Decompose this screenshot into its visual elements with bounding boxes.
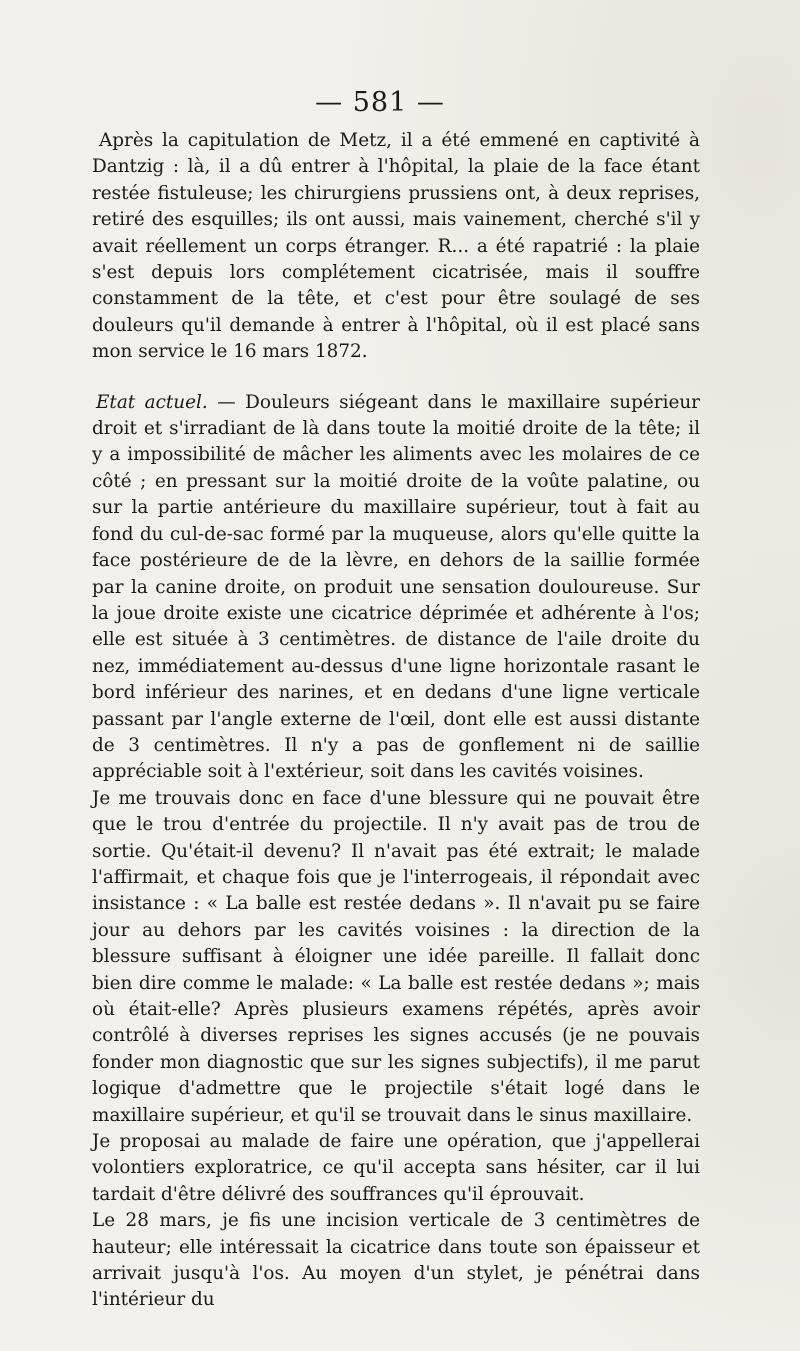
page-number: — 581 —	[315, 87, 445, 118]
paragraph-blessure: Je me trouvais donc en face d'une blessure qui ne pouvait être que le trou d'entrée du projectile. Il n'y avait pas de trou de sortie. Qu'était-il devenu? Il n'avait pas été extrait; le malade l'affirmait, et chaque fois que je l'interrogeais, il répondait avec insistance : « La balle est restée dedans ». Il n'avait pu se faire jour au dehors par les cavités voisines : la direction de la blessure suffisant à éloigner une idée pareille. Il fallait donc bien dire comme le malade: « La balle est restée dedans »; mais où était-elle? Après plusieurs examens répétés, après avoir contrôlé à diverses reprises les signes accusés (je ne pouvais fonder mon diagnostic que sur les signes subjectifs), il me parut logique d'admettre que le projectile s'était logé dans le maxillaire supérieur, et qu'il se trouvait dans le sinus maxillaire.	[92, 787, 700, 1126]
paragraph-incision: Le 28 mars, je fis une incision verticale de 3 centimètres de hauteur; elle intéressait la cicatrice dans toute son épaisseur et arrivait jusqu'à l'os. Au moyen d'un stylet, je pénétrai dans l'intérieur du	[92, 1210, 700, 1311]
paragraph-etat-actuel	[92, 390, 700, 786]
paragraph-operation-proposal: Je proposai au malade de faire une opération, que j'appellerai volontiers exploratrice, ce qu'il accepta sans hésiter, car il lui tardait d'être délivré des souffrances qu'il éprouvait.	[92, 1131, 700, 1205]
body-text	[92, 128, 700, 1314]
section-heading-etat-actuel: Etat actuel.	[96, 391, 208, 413]
paragraph-gap	[92, 366, 700, 390]
etat-actuel-text: — Douleurs siégeant dans le maxillaire supérieur droit et s'irradiant de là dans toute la moitié droite de la tête; il y a impossibilité de mâcher les aliments avec les molaires de ce côté ; en pressant sur la moitié droite de la voûte palatine, ou sur la partie antérieure du maxillaire supérieur, tout à fait au fond du cul-de-sac formé par la muqueuse, alors qu'elle quitte la face postérieure de de la lèvre, en dehors de la saillie formée par la canine droite, on produit une sensation douloureuse. Sur la joue droite existe une cicatrice déprimée et adhérente à l'os; elle est située à 3 centimètres. de distance de l'aile droite du nez, immédiatement au-dessus d'une ligne horizontale rasant le bord inférieur des narines, et en dedans d'une ligne verticale passant par l'angle externe de l'œil, dont elle est aussi distante de 3 centimètres. Il n'y a pas de gonflement ni de saillie appréciable soit à l'extérieur, soit dans les cavités voisines.	[92, 391, 700, 783]
paragraph-capitulation: Après la capitulation de Metz, il a été emmené en captivité à Dantzig : là, il a dû entrer à l'hôpital, la plaie de la face étant restée fistuleuse; les chirurgiens prussiens ont, à deux reprises, retiré des esquilles; ils ont aussi, mais vainement, cherché s'il y avait réellement un corps étranger. R... a été rapatrié : la plaie s'est depuis lors complétement cicatrisée, mais il souffre constamment de la tête, et c'est pour être soulagé de ses douleurs qu'il demande à entrer à l'hôpital, où il est placé sans mon service le 16 mars 1872.	[92, 130, 700, 363]
